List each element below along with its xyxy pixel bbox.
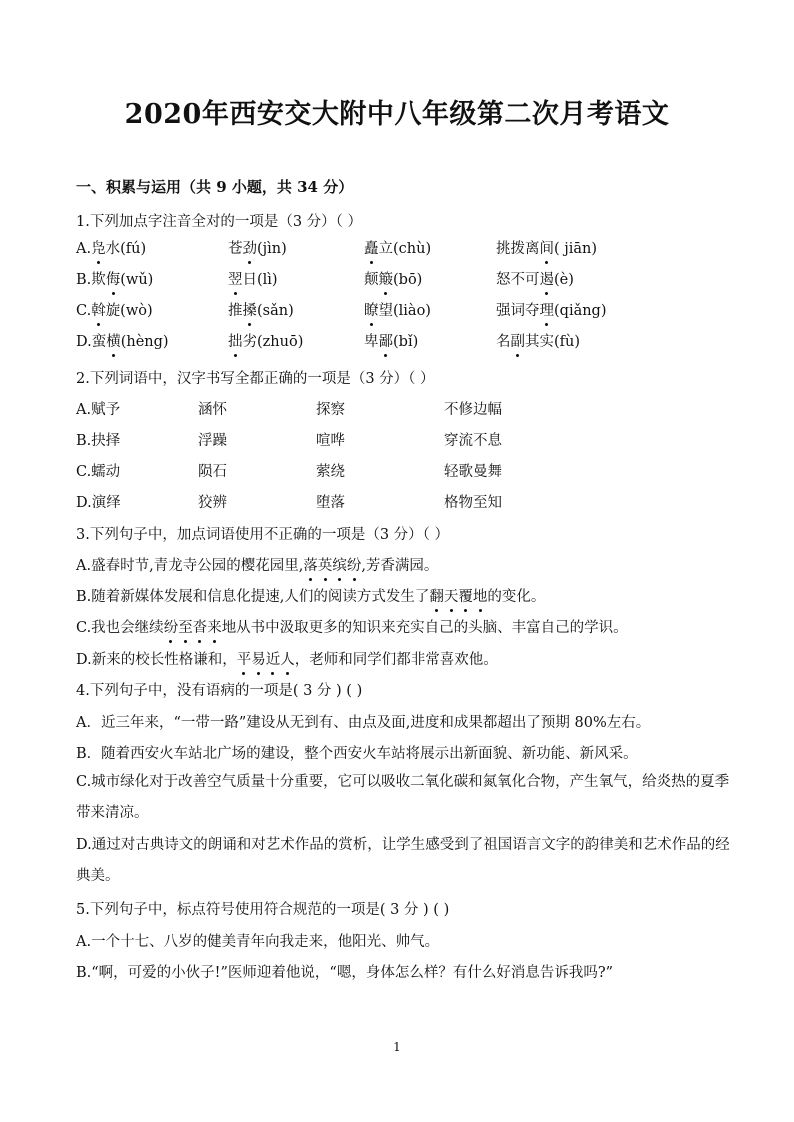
q1-option-item <box>228 299 294 320</box>
q4-stem: 4.下列句子中，没有语病的一项是( 3 分 ) ( ) <box>76 683 363 699</box>
plain-text: 水(fú) <box>105 241 147 257</box>
plain-text: 望(liào) <box>378 303 431 319</box>
q1-option-item <box>228 268 278 289</box>
q4-option-b: B．随着西安火车站北广场的建设，整个西安火车站将展示出新面貌、新功能、新风采。 <box>76 746 638 762</box>
q1-option-row <box>76 330 726 354</box>
q1-stem: 1.下列加点字注音全对的一项是（3 分）（ ） <box>76 214 363 230</box>
q1-option-item <box>496 330 580 351</box>
q1-option-item <box>496 299 607 320</box>
plain-text: A.盛春时节,青龙寺公园的樱花园里, <box>76 558 304 574</box>
q2-option-word: 轻歌曼舞 <box>444 464 502 480</box>
plain-text: (wǔ) <box>120 272 154 288</box>
dotted-character: 矗 <box>364 237 379 258</box>
q3-stem: 3.下列句子中，加点词语使用不正确的一项是（3 分）（ ） <box>76 527 450 543</box>
plain-text: (è) <box>554 272 574 288</box>
plain-text: B.随着新媒体发展和信息化提速,人们的阅读方式发生了 <box>76 589 430 605</box>
dotted-character: 遏 <box>540 268 555 289</box>
q2-option-word: B.抉择 <box>76 433 121 449</box>
q4-option-c: C.城市绿化对于改善空气质量十分重要，它可以吸收二氧化碳和氮氧化合物，产生氧气，给炎热的夏季带来清凉。 <box>76 774 730 821</box>
q2-option-word: 穿流不息 <box>444 433 502 449</box>
dotted-character: 沓 <box>193 616 208 637</box>
dotted-character: 英 <box>318 554 333 575</box>
plain-text: 挑拨离 <box>496 241 540 257</box>
dotted-character: 劲 <box>243 237 258 258</box>
dotted-character: 纷 <box>164 616 179 637</box>
dotted-character: 凫 <box>91 237 106 258</box>
plain-text: C.我也会继续 <box>76 620 164 636</box>
dotted-character: 理 <box>540 299 555 320</box>
dotted-character: 近 <box>266 648 281 669</box>
q4-option-a: A．近三年来，“一带一路”建设从无到有、由点及面,进度和成果都超出了预期 80%左右。 <box>76 715 651 731</box>
dotted-character: 来 <box>207 616 222 637</box>
plain-text: (qiǎng) <box>554 303 607 319</box>
dotted-character: 簸 <box>379 268 394 289</box>
q2-option-word: 狡辨 <box>198 495 227 511</box>
q1-option-row <box>76 237 726 261</box>
q2-option-word: 萦绕 <box>316 464 345 480</box>
plain-text: 苍 <box>228 241 243 257</box>
dotted-character: 瞭 <box>364 299 379 320</box>
plain-text: 地从书中汲取更多的知识来充实自己的头脑、丰富自己的学识。 <box>221 620 628 636</box>
q5-stem: 5.下列句子中，标点符号使用符合规范的一项是( 3 分 ) ( ) <box>76 902 450 918</box>
q1-option-item <box>364 268 422 289</box>
option-label: A. <box>76 241 92 257</box>
q2-option-word: 格物至知 <box>444 495 502 511</box>
plain-text: 的变化。 <box>487 589 546 605</box>
q2-option-word: 不修边幅 <box>444 402 502 418</box>
q1-option-item <box>364 299 431 320</box>
q2-option-row <box>76 429 726 453</box>
dotted-character: 纷 <box>347 554 362 575</box>
q1-option-item <box>76 237 146 258</box>
dotted-character: 间 <box>540 237 555 258</box>
plain-text: ,芳香满园。 <box>361 558 439 574</box>
dotted-character: 天 <box>444 585 459 606</box>
q2-option-word: D.演绎 <box>76 495 121 511</box>
page-number: 1 <box>393 1040 401 1054</box>
q3-option <box>76 648 498 669</box>
plain-text: 卑 <box>364 334 379 350</box>
dotted-character: 平 <box>237 648 252 669</box>
dotted-character: 搡 <box>243 299 258 320</box>
q2-option-row <box>76 491 726 515</box>
dotted-character: 覆 <box>458 585 473 606</box>
dotted-character: 鄙 <box>379 330 394 351</box>
q3-option <box>76 616 628 637</box>
plain-text: 劣(zhuō) <box>242 334 304 350</box>
dotted-character: 侮 <box>106 268 121 289</box>
plain-text: 蛮 <box>91 334 107 350</box>
plain-text: 推 <box>228 303 243 319</box>
plain-text: 颠 <box>364 272 379 288</box>
dotted-character: 翌 <box>228 268 243 289</box>
q5-option-a: A.一个十七、八岁的健美青年向我走来，他阳光、帅气。 <box>76 934 440 950</box>
q2-option-word: 涵怀 <box>198 402 227 418</box>
q2-option-word: 陨石 <box>198 464 227 480</box>
plain-text: (bǐ) <box>393 334 419 350</box>
q1-option-item <box>496 237 597 258</box>
q2-option-word: A.赋予 <box>76 402 121 418</box>
dotted-character: 副 <box>511 330 526 351</box>
plain-text: ，老师和同学们都非常喜欢他。 <box>294 652 498 668</box>
q1-option-item <box>228 237 287 258</box>
q1-option-item <box>76 330 169 351</box>
q1-option-row <box>76 268 726 292</box>
dotted-character: 缤 <box>332 554 347 575</box>
plain-text: (hèng) <box>120 334 169 350</box>
section-heading: 一、积累与运用（共 9 小题，共 34 分） <box>76 178 354 196</box>
q2-option-word: C.蠕动 <box>76 464 121 480</box>
plain-text: 强词夺 <box>496 303 540 319</box>
dotted-character: 地 <box>473 585 488 606</box>
q2-option-row <box>76 460 726 484</box>
q1-option-item <box>228 330 303 351</box>
dotted-character: 人 <box>280 648 295 669</box>
plain-text: 欺 <box>91 272 106 288</box>
plain-text: 日(lì) <box>242 272 278 288</box>
q1-option-item <box>364 237 431 258</box>
dotted-character: 落 <box>303 554 318 575</box>
q1-option-item <box>496 268 574 289</box>
plain-text: 怒不可 <box>496 272 540 288</box>
page-title: 2020年西安交大附中八年级第二次月考语文 <box>124 99 670 130</box>
plain-text: (bō) <box>393 272 423 288</box>
q1-option-item <box>76 268 153 289</box>
q2-option-row <box>76 398 726 422</box>
plain-text: (sǎn) <box>257 303 294 319</box>
dotted-character: 易 <box>251 648 266 669</box>
plain-text: D.新来的校长性格谦和， <box>76 652 237 668</box>
q5-option-b: B.“啊，可爱的小伙子!”医师迎着他说，“嗯，身体怎么样？有什么好消息告诉我吗?” <box>76 965 614 981</box>
q2-option-word: 浮躁 <box>198 433 227 449</box>
q2-option-word: 堕落 <box>316 495 345 511</box>
option-label: B. <box>76 272 92 288</box>
q4-option-d: D.通过对古典诗文的朗诵和对艺术作品的赏析，让学生感受到了祖国语言文字的韵律美和艺术作品的经典美。 <box>76 837 730 884</box>
dotted-character: 横 <box>106 330 121 351</box>
dotted-character: 斡 <box>91 299 106 320</box>
q1-option-row <box>76 299 726 323</box>
q1-option-item <box>76 299 153 320</box>
plain-text: 名 <box>496 334 511 350</box>
plain-text: 其实(fù) <box>525 334 581 350</box>
option-label: D. <box>76 334 92 350</box>
plain-text: (jìn) <box>257 241 287 257</box>
dotted-character: 拙 <box>228 330 243 351</box>
q2-stem: 2.下列词语中，汉字书写全都正确的一项是（3 分）（ ） <box>76 371 435 387</box>
option-label: C. <box>76 303 92 319</box>
plain-text: 立(chù) <box>378 241 432 257</box>
dotted-character: 至 <box>178 616 193 637</box>
q3-option <box>76 585 545 606</box>
q1-option-item <box>364 330 418 351</box>
plain-text: ( jiān) <box>554 241 598 257</box>
plain-text: 旋(wò) <box>105 303 153 319</box>
dotted-character: 翻 <box>429 585 444 606</box>
q3-option <box>76 554 438 575</box>
q2-option-word: 探察 <box>316 402 345 418</box>
q2-option-word: 喧哗 <box>316 433 345 449</box>
